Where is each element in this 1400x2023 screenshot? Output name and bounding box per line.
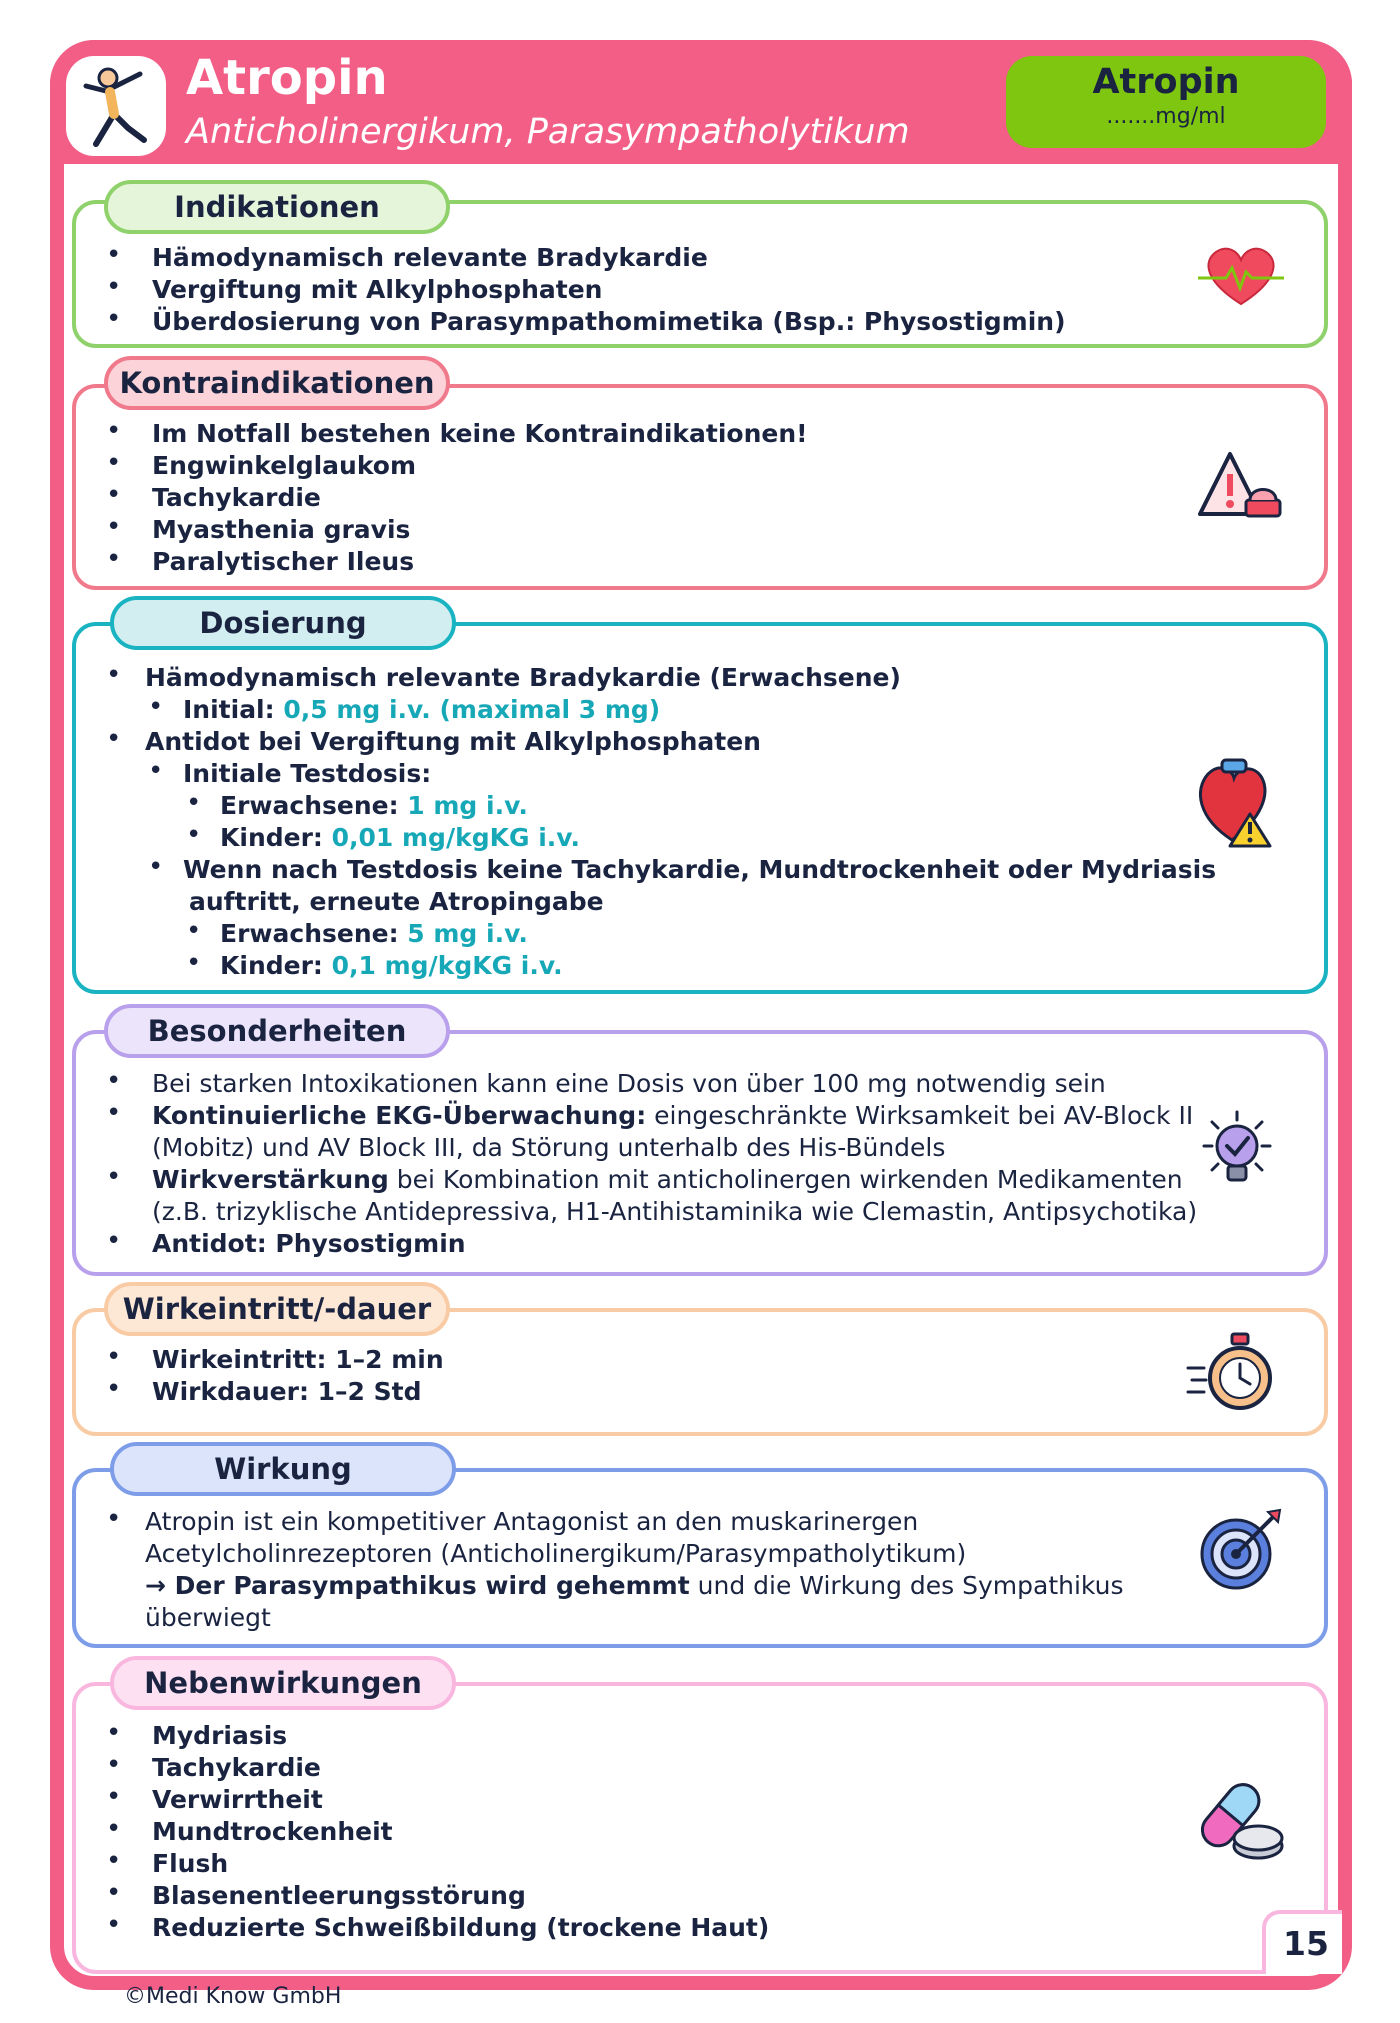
- list-item: Verwirrtheit: [152, 1785, 323, 1814]
- concentration-badge: [1006, 56, 1326, 148]
- section-title-dosierung: Dosierung: [110, 596, 456, 650]
- list-item: Mydriasis: [152, 1721, 288, 1750]
- dose-line: Kinder: 0,01 mg/kgKG i.v.: [220, 823, 581, 852]
- list-item: Tachykardie: [152, 1753, 321, 1782]
- section-title-besonderheiten: Besonderheiten: [104, 1004, 450, 1058]
- list-item: Flush: [152, 1849, 229, 1878]
- section-title-kontraindikationen: Kontraindikationen: [104, 356, 450, 410]
- list-item: Mundtrockenheit: [152, 1817, 393, 1846]
- badge-concentration: .......mg/ml: [1106, 104, 1226, 129]
- dancer-icon: [66, 56, 166, 156]
- list-item: Blasenentleerungsstörung: [152, 1881, 526, 1910]
- list-item: Wirkeintritt: 1–2 min: [152, 1345, 444, 1374]
- copyright-footer: ©Medi Know GmbH: [124, 1984, 342, 2009]
- list-item: Myasthenia gravis: [152, 515, 411, 544]
- list-item: Im Notfall bestehen keine Kontraindikationen!: [152, 419, 808, 448]
- list-item: Überdosierung von Parasympathomimetika (Bsp.: Physostigmin): [152, 307, 1066, 336]
- section-title-wirkung: Wirkung: [110, 1442, 456, 1496]
- list-item: Engwinkelglaukom: [152, 451, 417, 480]
- list-item-continued: Acetylcholinrezeptoren (Anticholinergikum/Parasympatholytikum): [145, 1539, 967, 1568]
- list-item: Kontinuierliche EKG-Überwachung: eingeschränkte Wirksamkeit bei AV-Block II: [152, 1101, 1194, 1130]
- list-item: Antidot: Physostigmin: [152, 1229, 466, 1258]
- dose-line: Kinder: 0,1 mg/kgKG i.v.: [220, 951, 563, 980]
- list-item: Vergiftung mit Alkylphosphaten: [152, 275, 603, 304]
- warning-alarm-icon: [1196, 448, 1286, 524]
- list-item-continued: (z.B. trizyklische Antidepressiva, H1-Antihistaminika wie Clemastin, Antipsychotika): [152, 1197, 1198, 1226]
- section-title-wirkeintritt: Wirkeintritt/-dauer: [104, 1282, 450, 1336]
- list-item: Wirkdauer: 1–2 Std: [152, 1377, 422, 1406]
- list-item-continued: (Mobitz) und AV Block III, da Störung unterhalb des His-Bündels: [152, 1133, 946, 1162]
- dose-line: Initial: 0,5 mg i.v. (maximal 3 mg): [183, 695, 661, 724]
- heart-icon: [1196, 242, 1286, 312]
- list-item: Reduzierte Schweißbildung (trockene Haut): [152, 1913, 770, 1942]
- dose-line: Erwachsene: 1 mg i.v.: [220, 791, 528, 820]
- heart-warning-icon: [1192, 756, 1282, 848]
- pills-icon: [1190, 1776, 1286, 1866]
- target-icon: [1196, 1506, 1286, 1592]
- dose-line: auftritt, erneute Atropingabe: [189, 887, 604, 916]
- list-item-continued: überwiegt: [145, 1603, 271, 1632]
- list-item: Bei starken Intoxikationen kann eine Dosis von über 100 mg notwendig sein: [152, 1069, 1106, 1098]
- page-subtitle: Anticholinergikum, Parasympatholytikum: [186, 112, 910, 152]
- dose-line: Antidot bei Vergiftung mit Alkylphosphaten: [145, 727, 761, 756]
- badge-title: Atropin: [1092, 62, 1240, 102]
- page-title: Atropin: [186, 50, 388, 106]
- list-item: Wirkverstärkung bei Kombination mit anticholinergen wirkenden Medikamenten: [152, 1165, 1183, 1194]
- dose-line: Initiale Testdosis:: [183, 759, 432, 788]
- stopwatch-icon: [1186, 1328, 1282, 1418]
- dose-line: Erwachsene: 5 mg i.v.: [220, 919, 528, 948]
- lightbulb-icon: [1194, 1108, 1280, 1194]
- list-item: Atropin ist ein kompetitiver Antagonist an den muskarinergen: [145, 1507, 919, 1536]
- dose-line: Hämodynamisch relevante Bradykardie (Erwachsene): [145, 663, 901, 692]
- dose-line: Wenn nach Testdosis keine Tachykardie, Mundtrockenheit oder Mydriasis: [183, 855, 1217, 884]
- page-number: 15: [1283, 1924, 1329, 1963]
- section-title-nebenwirkungen: Nebenwirkungen: [110, 1656, 456, 1710]
- list-item-continued: → Der Parasympathikus wird gehemmt und die Wirkung des Sympathikus: [145, 1571, 1124, 1600]
- section-title-indikationen: Indikationen: [104, 180, 450, 234]
- list-item: Paralytischer Ileus: [152, 547, 415, 576]
- list-item: Hämodynamisch relevante Bradykardie: [152, 243, 708, 272]
- logo: [66, 56, 166, 156]
- list-item: Tachykardie: [152, 483, 321, 512]
